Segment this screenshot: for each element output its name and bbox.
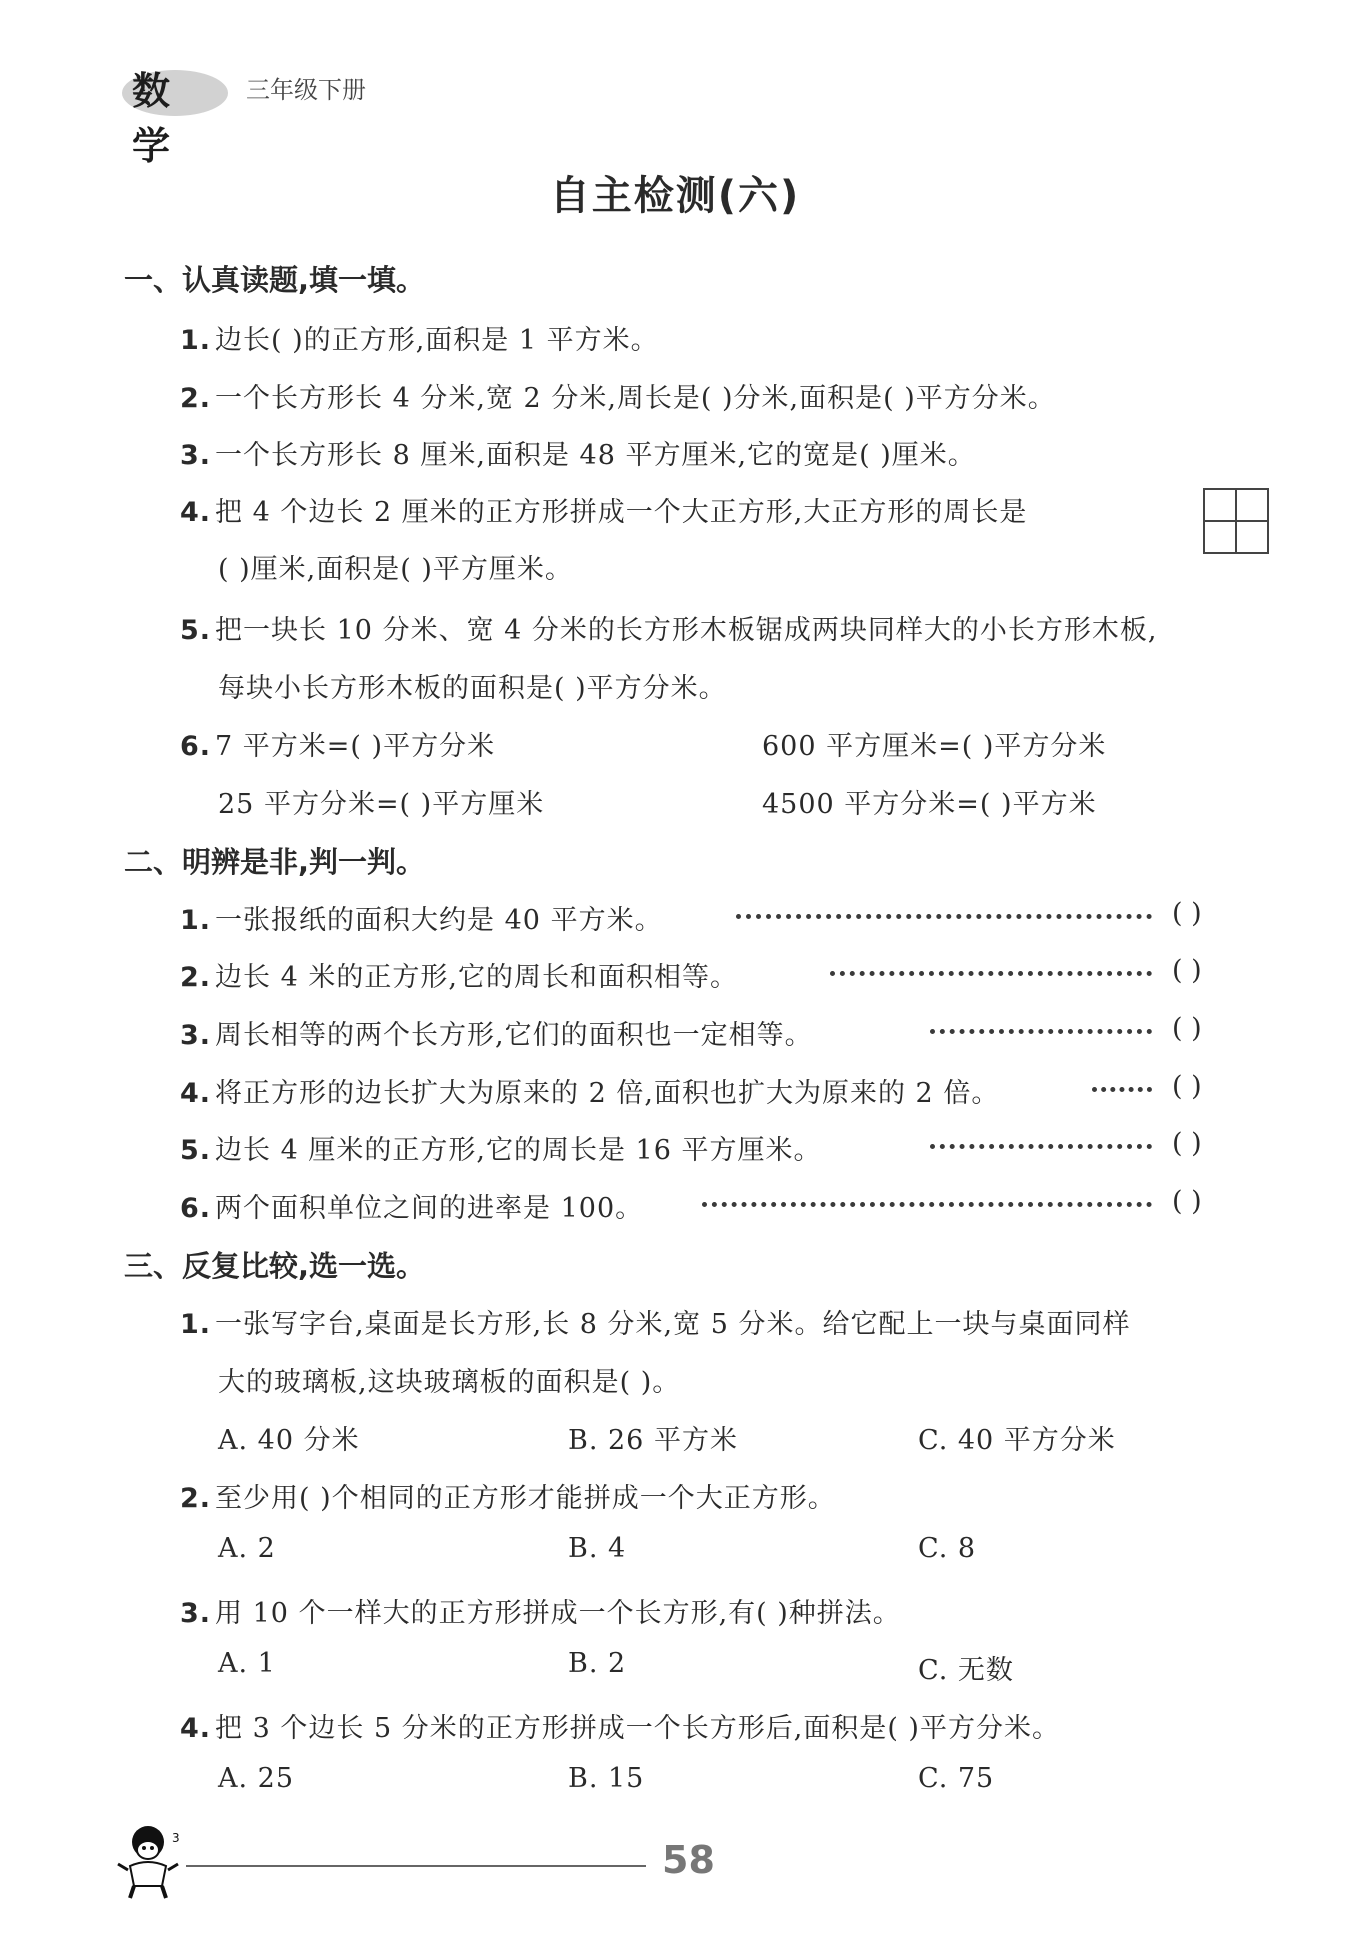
s3-q4-option-a[interactable]: A. 25 bbox=[218, 1763, 295, 1794]
s1-q3-text: 一个长方形长 8 厘米,面积是 48 平方厘米,它的宽是( )厘米。 bbox=[215, 440, 976, 471]
s2-q3 bbox=[180, 1013, 813, 1052]
s2-q2-answer[interactable]: ( ) bbox=[1172, 955, 1202, 986]
s3-q2-num: 2. bbox=[180, 1483, 212, 1514]
s3-q4 bbox=[180, 1706, 1060, 1745]
s1-q6-num: 6. bbox=[180, 731, 212, 762]
s2-q4-text: 将正方形的边长扩大为原来的 2 倍,面积也扩大为原来的 2 倍。 bbox=[215, 1078, 1000, 1109]
leader-dots bbox=[736, 914, 1152, 919]
s1-q5-num: 5. bbox=[180, 615, 212, 646]
s3-q2-option-c[interactable]: C. 8 bbox=[918, 1533, 977, 1564]
s3-q3-option-a[interactable]: A. 1 bbox=[218, 1648, 276, 1679]
s1-q5-cont: 每块小长方形木板的面积是( )平方分米。 bbox=[218, 673, 727, 704]
leader-dots bbox=[930, 1029, 1152, 1034]
s2-q6-text: 两个面积单位之间的进率是 100。 bbox=[215, 1193, 644, 1224]
s2-q4-answer[interactable]: ( ) bbox=[1172, 1071, 1202, 1102]
s2-q4 bbox=[180, 1071, 999, 1110]
s2-q5 bbox=[180, 1128, 822, 1167]
s1-q4-num: 4. bbox=[180, 497, 212, 528]
leader-dots bbox=[930, 1144, 1152, 1149]
s3-q1-option-c[interactable]: C. 40 平方分米 bbox=[918, 1425, 1116, 1456]
s2-q3-text: 周长相等的两个长方形,它们的面积也一定相等。 bbox=[215, 1020, 813, 1051]
s3-q3-option-c[interactable]: C. 无数 bbox=[918, 1655, 1014, 1686]
cartoon-mascot-icon bbox=[114, 1820, 190, 1900]
s2-q1-answer[interactable]: ( ) bbox=[1172, 898, 1202, 929]
s2-q6-answer[interactable]: ( ) bbox=[1172, 1186, 1202, 1217]
s3-q4-num: 4. bbox=[180, 1713, 212, 1744]
s1-q6-a bbox=[180, 724, 495, 763]
s2-q2 bbox=[180, 955, 738, 994]
s3-q2-option-b[interactable]: B. 4 bbox=[568, 1533, 627, 1564]
s2-q6-num: 6. bbox=[180, 1193, 212, 1224]
s1-q1 bbox=[180, 318, 659, 357]
s2-q1-text: 一张报纸的面积大约是 40 平方米。 bbox=[215, 905, 663, 936]
s2-q3-answer[interactable]: ( ) bbox=[1172, 1013, 1202, 1044]
s3-q3 bbox=[180, 1591, 901, 1630]
section-3-heading: 三、反复比较,选一选。 bbox=[124, 1249, 426, 1283]
s3-q1-cont: 大的玻璃板,这块玻璃板的面积是( )。 bbox=[218, 1367, 681, 1398]
s3-q1-text: 一张写字台,桌面是长方形,长 8 分米,宽 5 分米。给它配上一块与桌面同样 bbox=[215, 1309, 1131, 1340]
s1-q1-text: 边长( )的正方形,面积是 1 平方米。 bbox=[215, 325, 659, 356]
s3-q1-option-b[interactable]: B. 26 平方米 bbox=[568, 1425, 738, 1456]
s3-q3-num: 3. bbox=[180, 1598, 212, 1629]
s2-q1 bbox=[180, 898, 663, 937]
s1-q2-text: 一个长方形长 4 分米,宽 2 分米,周长是( )分米,面积是( )平方分米。 bbox=[215, 383, 1056, 414]
s1-q1-num: 1. bbox=[180, 325, 212, 356]
s1-q4-cont: ( )厘米,面积是( )平方厘米。 bbox=[218, 554, 573, 585]
s1-q6-b: 600 平方厘米=( )平方分米 bbox=[762, 731, 1107, 762]
s2-q5-text: 边长 4 厘米的正方形,它的周长是 16 平方厘米。 bbox=[215, 1135, 822, 1166]
s2-q4-num: 4. bbox=[180, 1078, 212, 1109]
s3-q4-option-b[interactable]: B. 15 bbox=[568, 1763, 645, 1794]
s3-q2-option-a[interactable]: A. 2 bbox=[218, 1533, 276, 1564]
s3-q2 bbox=[180, 1476, 836, 1515]
s1-q5-text: 把一块长 10 分米、宽 4 分米的长方形木板锯成两块同样大的小长方形木板, bbox=[215, 615, 1158, 646]
s1-q5 bbox=[180, 608, 1158, 647]
grade-label: 三年级下册 bbox=[246, 76, 366, 104]
leader-dots bbox=[1092, 1087, 1152, 1092]
s1-q6-d: 4500 平方分米=( )平方米 bbox=[762, 789, 1097, 820]
s2-q2-text: 边长 4 米的正方形,它的周长和面积相等。 bbox=[215, 962, 738, 993]
s2-q6 bbox=[180, 1186, 643, 1225]
svg-text:3: 3 bbox=[172, 1831, 180, 1845]
subject-label: 数学 bbox=[132, 69, 181, 168]
s1-q4 bbox=[180, 490, 1027, 529]
leader-dots bbox=[830, 971, 1152, 976]
leader-dots bbox=[702, 1202, 1152, 1207]
s3-q1-option-a[interactable]: A. 40 分米 bbox=[218, 1425, 360, 1456]
s3-q4-text: 把 3 个边长 5 分米的正方形拼成一个长方形后,面积是( )平方分米。 bbox=[215, 1713, 1060, 1744]
section-2-heading: 二、明辨是非,判一判。 bbox=[124, 845, 426, 879]
s1-q3-num: 3. bbox=[180, 440, 212, 471]
page-title: 自主检测(六) bbox=[549, 173, 801, 219]
s1-q6-c: 25 平方分米=( )平方厘米 bbox=[218, 789, 545, 820]
s3-q4-option-c[interactable]: C. 75 bbox=[918, 1763, 995, 1794]
s2-q1-num: 1. bbox=[180, 905, 212, 936]
s3-q3-option-b[interactable]: B. 2 bbox=[568, 1648, 627, 1679]
s2-q3-num: 3. bbox=[180, 1020, 212, 1051]
s2-q5-answer[interactable]: ( ) bbox=[1172, 1128, 1202, 1159]
s2-q2-num: 2. bbox=[180, 962, 212, 993]
s1-q2 bbox=[180, 376, 1056, 415]
four-square-grid-figure bbox=[1203, 488, 1269, 554]
s3-q3-text: 用 10 个一样大的正方形拼成一个长方形,有( )种拼法。 bbox=[215, 1598, 901, 1629]
s1-q2-num: 2. bbox=[180, 383, 212, 414]
s3-q2-text: 至少用( )个相同的正方形才能拼成一个大正方形。 bbox=[215, 1483, 836, 1514]
s1-q3 bbox=[180, 433, 976, 472]
page-number: 58 bbox=[662, 1838, 715, 1882]
s3-q1-num: 1. bbox=[180, 1309, 212, 1340]
s3-q1 bbox=[180, 1302, 1130, 1341]
s2-q5-num: 5. bbox=[180, 1135, 212, 1166]
s1-q6-a-text: 7 平方米=( )平方分米 bbox=[215, 731, 496, 762]
section-1-heading: 一、认真读题,填一填。 bbox=[124, 263, 426, 297]
footer-rule bbox=[186, 1865, 646, 1867]
s1-q4-text: 把 4 个边长 2 厘米的正方形拼成一个大正方形,大正方形的周长是 bbox=[215, 497, 1028, 528]
